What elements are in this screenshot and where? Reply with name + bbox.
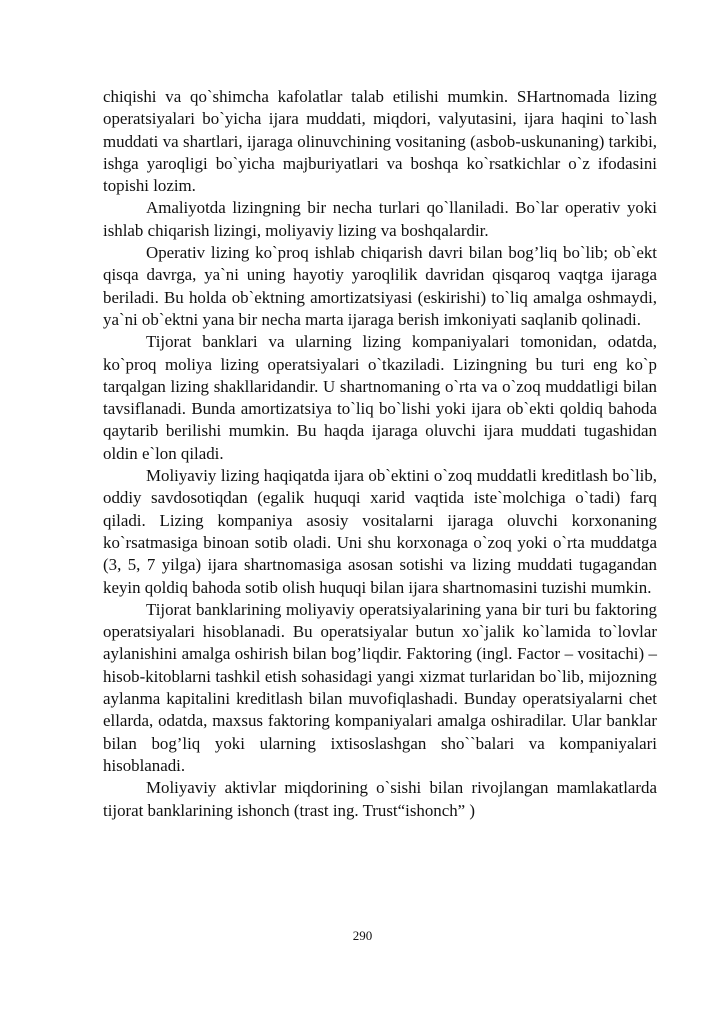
- document-body: [103, 86, 657, 822]
- paragraph-continuation: chiqishi va qo`shimcha kafolatlar talab etilishi mumkin. SHartnomada lizing operatsiyalari bo`yicha ijara muddati, miqdori, valyutasini, ijara haqini to`lash muddati va shartlari, ijaraga olinuvchining vositaning (asbob-uskunaning) tarkibi, ishga yaroqligi bo`yicha majburiyatlari va boshqa ko`rsatkichlar o`z ifodasini topishi lozim.: [103, 87, 657, 196]
- paragraph-financial-leasing: Moliyaviy lizing haqiqatda ijara ob`ektini o`zoq muddatli kreditlash bo`lib, oddiy savdosotiqdan (egalik huquqi xarid vaqtida iste`molchiga o`tadi) farq qiladi. Lizing kompaniya asosiy vositalarni ijaraga oluvchi korxonaning ko`rsatmasiga binoan sotib oladi. Uni shu korxonaga o`zoq yoki o`rta muddatga (3, 5, 7 yilga) ijara shartnomasiga asosan sotishi va lizing muddati tugagandan keyin qoldiq bahoda sotib olish huquqi bilan ijara shartnomasini tuzishi mumkin.: [103, 466, 657, 597]
- paragraph-factoring: Tijorat banklarining moliyaviy operatsiyalarining yana bir turi bu faktoring operatsiyalari hisoblanadi. Bu operatsiyalar butun xo`jalik ko`lamida to`lovlar aylanishini amalga oshirish bilan bog’liqdir. Faktoring (ingl. Factor – vositachi) – hisob-kitoblarni tashkil etish sohasidagi yangi xizmat turlaridan bo`lib, mijozning aylanma kapitalini kreditlash bilan muvofiqlashadi. Bunday operatsiyalarni chet ellarda, odatda, maxsus faktoring kompaniyalari amalga oshiradilar. Ular banklar bilan bog’liq yoki ularning ixtisoslashgan sho``balari va kompaniyalari hisoblanadi.: [103, 599, 657, 775]
- paragraph-trust-operations: Moliyaviy aktivlar miqdorining o`sishi bilan rivojlangan mamlakatlarda tijorat banklarining ishonch (trast ing. Trust“ishonch” ): [103, 778, 657, 820]
- paragraph-operative-leasing: Operativ lizing ko`proq ishlab chiqarish davri bilan bog’liq bo`lib; ob`ekt qisqa davrga, ya`ni uning hayotiy yaroqlilik davridan qisqaroq vaqtga ijaraga beriladi. Bu holda ob`ektning amortizatsiyasi (eskirishi) to`liq amalga oshmaydi, ya`ni ob`ektni yana bir necha marta ijaraga berish imkoniyati saqlanib qolinadi.: [103, 243, 657, 329]
- paragraph-commercial-banks-leasing: Tijorat banklari va ularning lizing kompaniyalari tomonidan, odatda, ko`proq moliya lizing operatsiyalari o`tkaziladi. Lizingning bu turi eng ko`p tarqalgan lizing shakllaridandir. U shartnomaning o`rta va o`zoq muddatligi bilan tavsiflanadi. Bunda amortizatsiya to`liq bo`lishi yoki ijara ob`ekti qoldiq bahoda qaytarib berilishi mumkin. Bu haqda ijaraga oluvchi ijara muddati tugashidan oldin e`lon qiladi.: [103, 332, 657, 463]
- page-number: 290: [352, 928, 373, 943]
- paragraph-leasing-types: Amaliyotda lizingning bir necha turlari qo`llaniladi. Bo`lar operativ yoki ishlab chiqarish lizingi, moliyaviy lizing va boshqalardir.: [103, 198, 657, 240]
